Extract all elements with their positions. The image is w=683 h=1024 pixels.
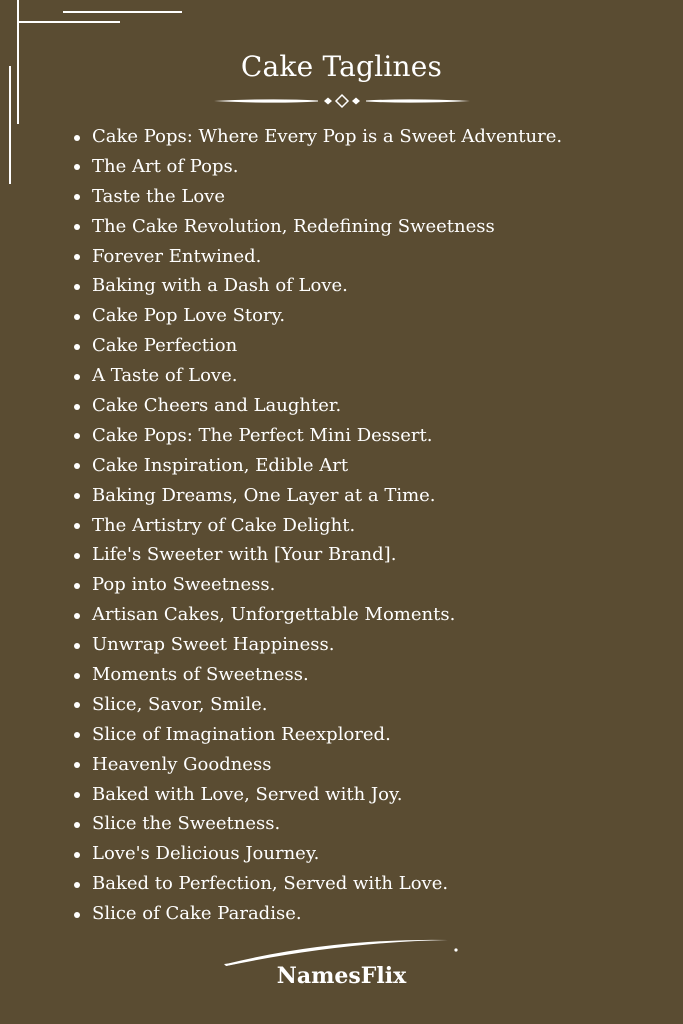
list-item: The Cake Revolution, Redefining Sweetness [92, 212, 662, 242]
list-item: Pop into Sweetness. [92, 570, 662, 600]
list-item: Moments of Sweetness. [92, 660, 662, 690]
list-item: Cake Pops: The Perfect Mini Dessert. [92, 421, 662, 451]
list-item: The Artistry of Cake Delight. [92, 511, 662, 541]
list-item: Baked with Love, Served with Joy. [92, 780, 662, 810]
list-item: Cake Cheers and Laughter. [92, 391, 662, 421]
list-item: Cake Pops: Where Every Pop is a Sweet Adventure. [92, 122, 662, 152]
list-item: Slice of Cake Paradise. [92, 899, 662, 929]
list-item: Baking Dreams, One Layer at a Time. [92, 481, 662, 511]
list-item: Heavenly Goodness [92, 750, 662, 780]
list-item: Baked to Perfection, Served with Love. [92, 869, 662, 899]
list-item: Slice of Imagination Reexplored. [92, 720, 662, 750]
page-title: Cake Taglines [240, 50, 443, 83]
list-item: Cake Pop Love Story. [92, 301, 662, 331]
list-item: Baking with a Dash of Love. [92, 271, 662, 301]
tagline-list [92, 122, 662, 929]
list-item: Cake Perfection [92, 331, 662, 361]
list-item: Love's Delicious Journey. [92, 839, 662, 869]
list-item: Artisan Cakes, Unforgettable Moments. [92, 600, 662, 630]
ornamental-divider-icon [212, 92, 472, 110]
brand-name: NamesFlix [276, 963, 407, 989]
list-item: A Taste of Love. [92, 361, 662, 391]
list-item: Slice, Savor, Smile. [92, 690, 662, 720]
list-item: The Art of Pops. [92, 152, 662, 182]
list-item: Cake Inspiration, Edible Art [92, 451, 662, 481]
list-item: Unwrap Sweet Happiness. [92, 630, 662, 660]
list-item: Taste the Love [92, 182, 662, 212]
list-item: Slice the Sweetness. [92, 809, 662, 839]
list-item: Life's Sweeter with [Your Brand]. [92, 540, 662, 570]
list-item: Forever Entwined. [92, 242, 662, 272]
